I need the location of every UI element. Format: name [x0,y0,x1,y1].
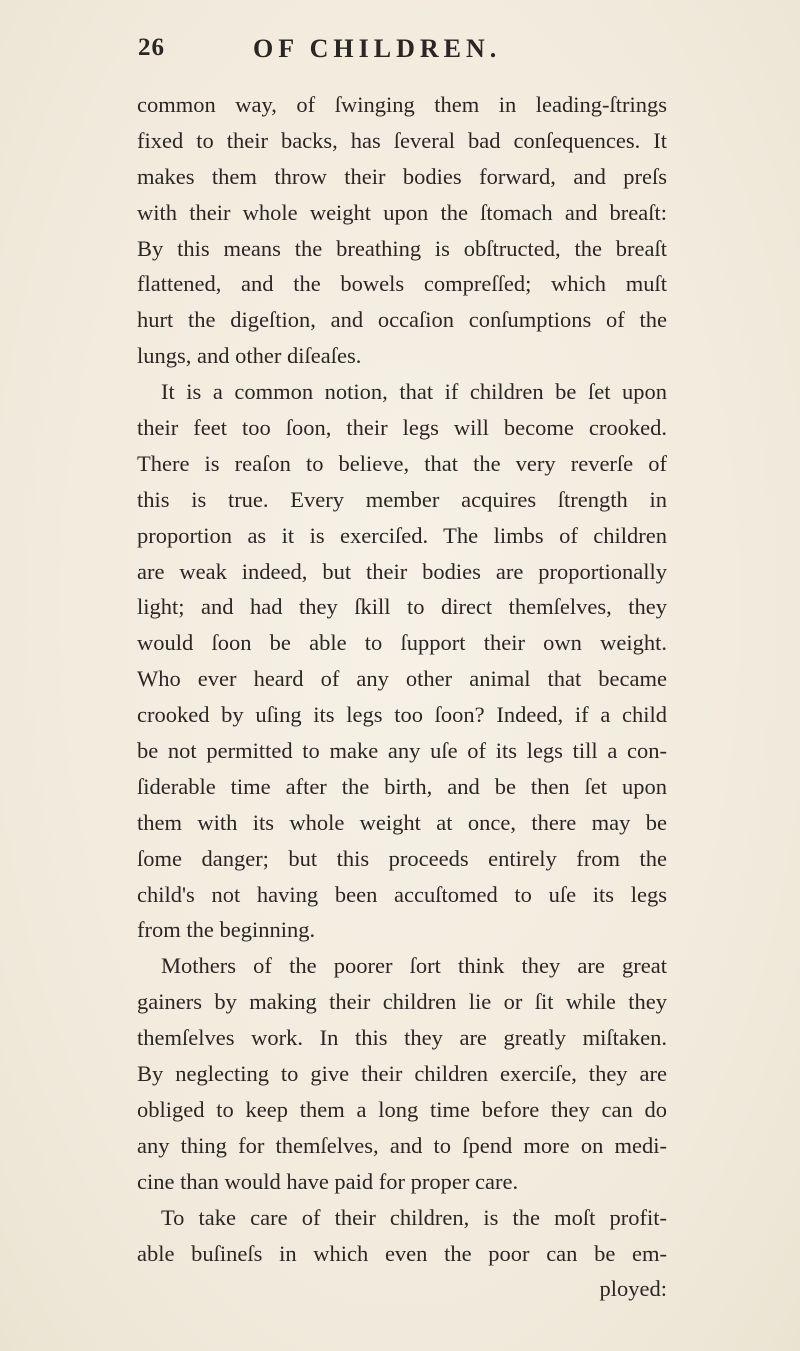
text-line: obliged to keep them a long time before they can do [137,1096,667,1122]
page-header [138,34,658,74]
text-line: lungs, and other diſeaſes. [137,343,362,369]
text-line: To take care of their children, is the moſt profit- [161,1204,667,1230]
text-line: fixed to their backs, has ſeveral bad conſequences. It [137,127,667,153]
text-line: this is true. Every member acquires ſtrength in [137,486,667,512]
text-line: cine than would have paid for proper care. [137,1168,519,1194]
text-line: their feet too ſoon, their legs will become crooked. [137,415,667,441]
text-line: ſome danger; but this proceeds entirely from the [137,845,667,871]
text-line: able buſineſs in which even the poor can be em- [137,1240,667,1266]
text-line: flattened, and the bowels compreſſed; which muſt [137,271,667,297]
text-line: By this means the breathing is obſtructed, the breaſt [137,235,667,261]
text-line: proportion as it is exerciſed. The limbs of children [137,522,667,548]
text-line: would ſoon be able to ſupport their own weight. [137,630,667,656]
text-line: crooked by uſing its legs too ſoon? Indeed, if a child [137,702,667,728]
text-line: By neglecting to give their children exerciſe, they are [137,1061,667,1087]
text-line: child's not having been accuſtomed to uſe its legs [137,881,667,907]
text-line: gainers by making their children lie or ſit while they [137,989,667,1015]
body-text [137,87,667,1307]
text-line: ployed: [599,1276,667,1302]
running-head: OF CHILDREN. [253,34,502,63]
text-line: There is reaſon to believe, that the very reverſe of [137,450,667,476]
text-line: be not permitted to make any uſe of its legs till a con- [137,738,667,764]
text-line: It is a common notion, that if children be ſet upon [161,379,667,405]
text-line: Who ever heard of any other animal that became [137,666,667,692]
text-line: with their whole weight upon the ſtomach and breaſt: [137,199,667,225]
page-number: 26 [138,34,165,61]
text-line: common way, of ſwinging them in leading-ſtrings [137,92,667,117]
text-line: themſelves work. In this they are greatly miſtaken. [137,1025,667,1051]
text-line: ſiderable time after the birth, and be then ſet upon [137,773,667,799]
text-line: them with its whole weight at once, there may be [137,809,667,835]
text-line: are weak indeed, but their bodies are proportionally [137,558,667,584]
text-line: hurt the digeſtion, and occaſion conſumptions of the [137,307,667,333]
text-line: any thing for themſelves, and to ſpend more on medi- [137,1132,667,1158]
text-line: light; and had they ſkill to direct themſelves, they [137,594,667,620]
text-line: from the beginning. [137,917,316,943]
text-line: Mothers of the poorer ſort think they are great [161,953,667,979]
text-line: makes them throw their bodies forward, and preſs [137,163,667,189]
